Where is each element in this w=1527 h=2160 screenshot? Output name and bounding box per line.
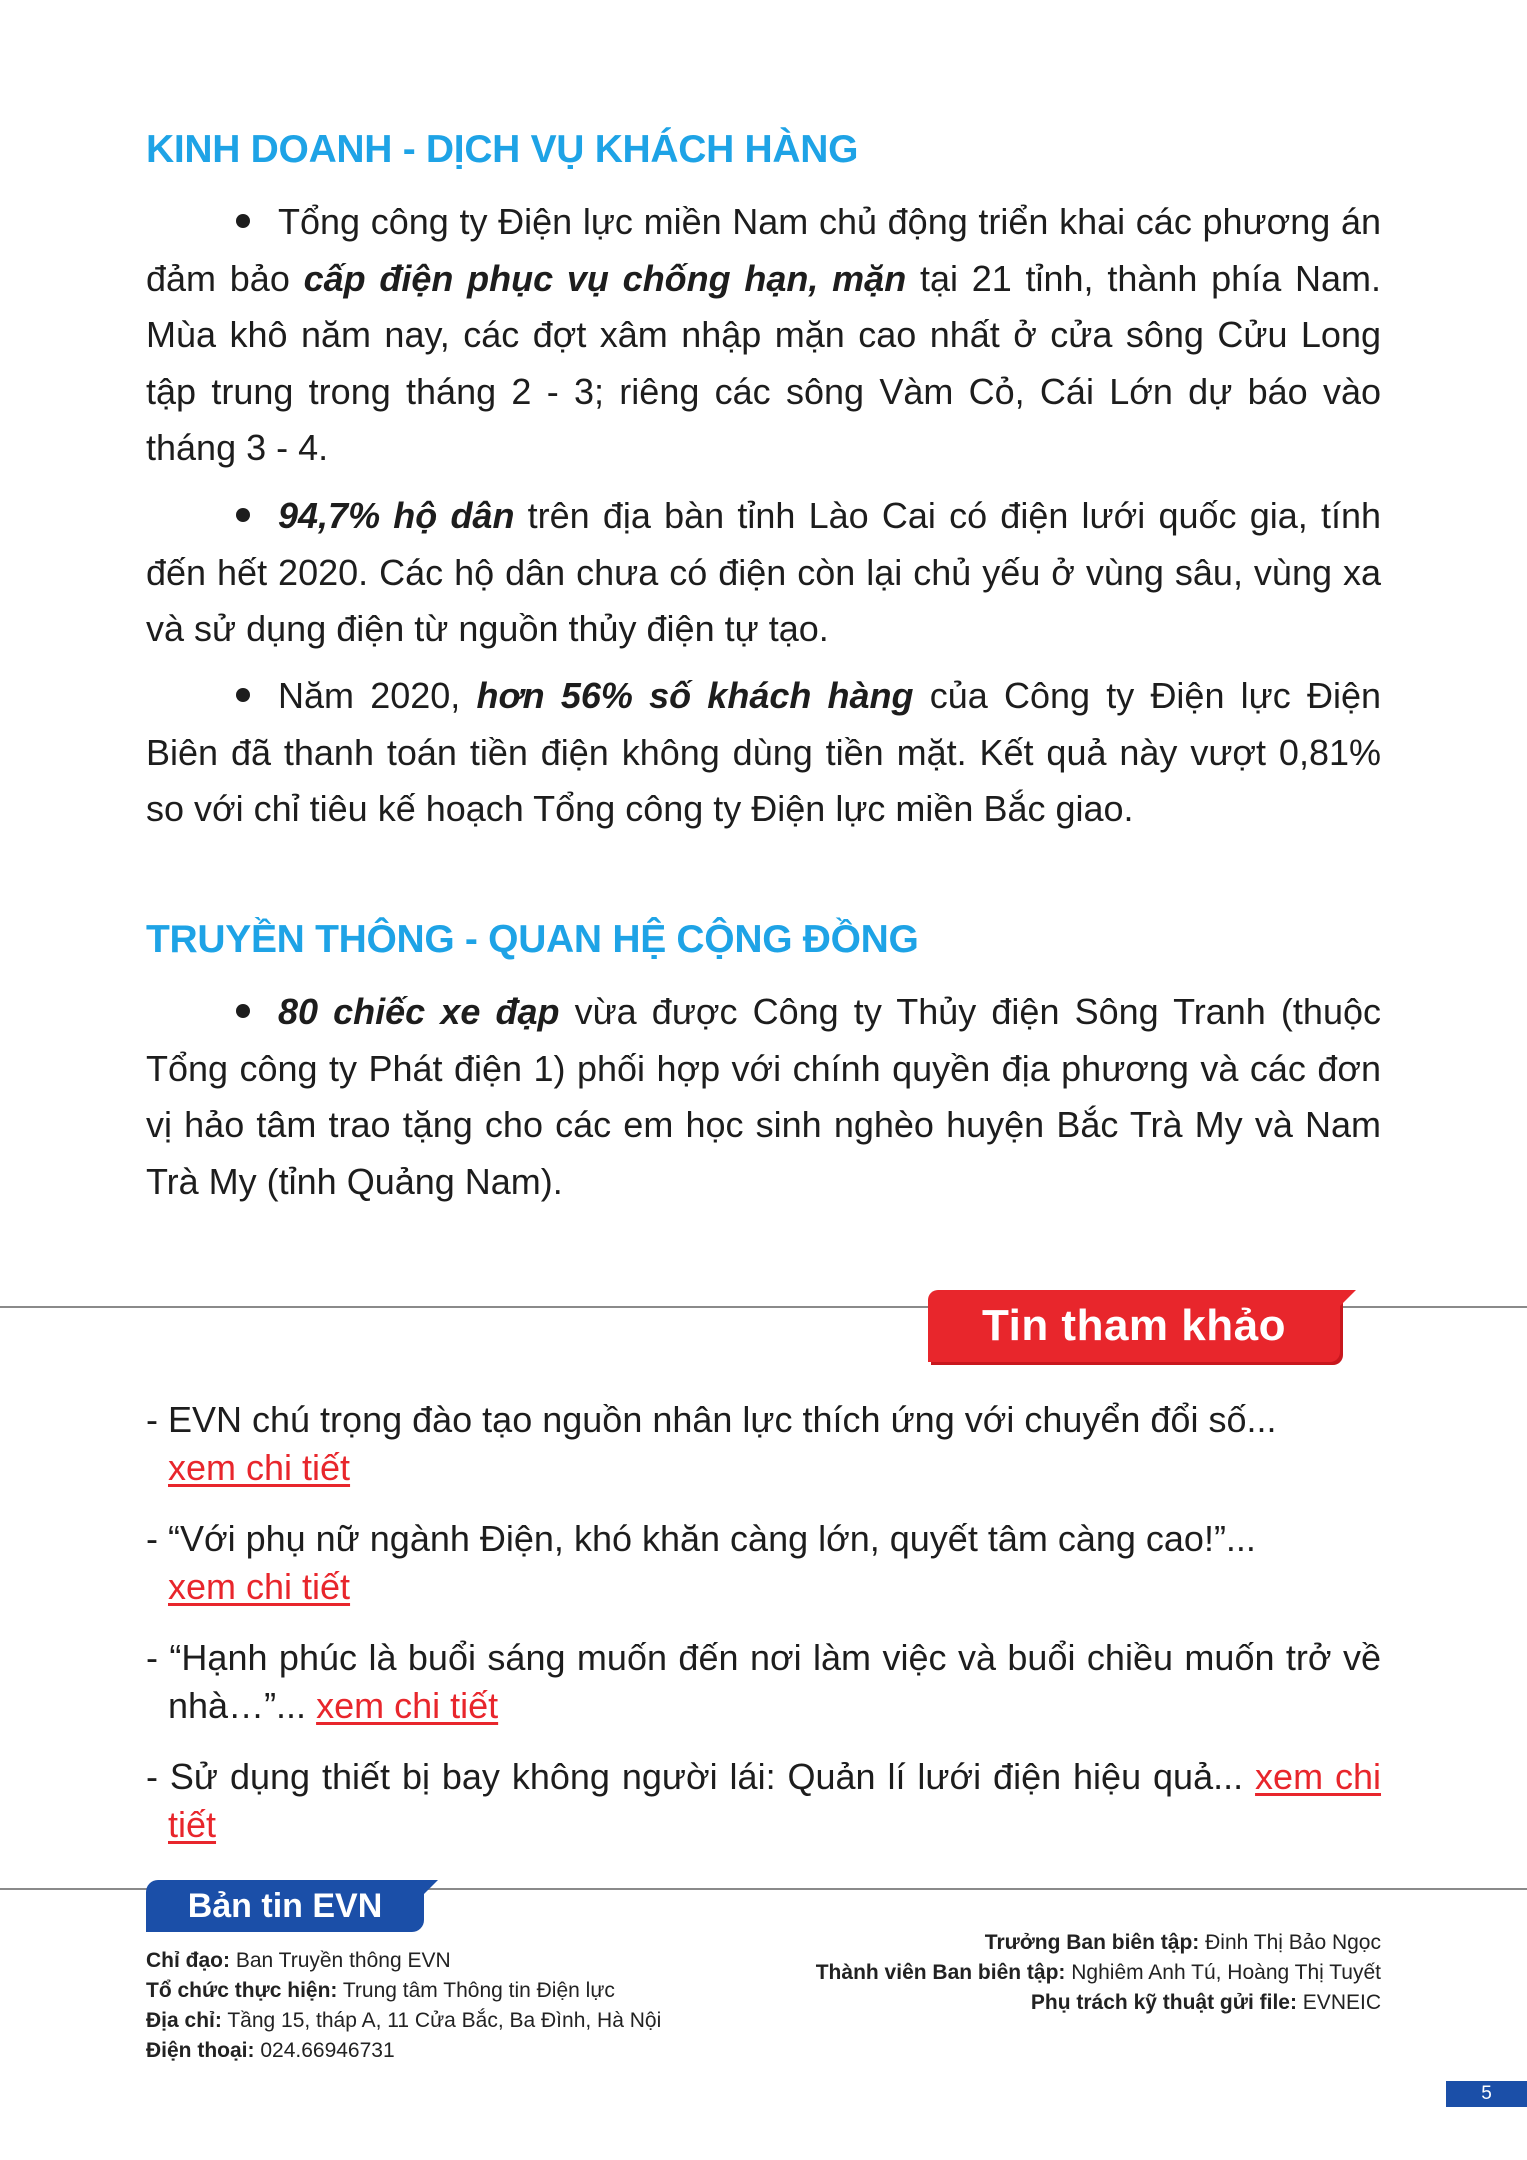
references-tab: [928, 1290, 1340, 1362]
credit-line: Điện thoại: 024.66946731: [146, 2039, 395, 2062]
references-label: Tin tham khảo: [982, 1301, 1286, 1350]
bullet-icon: [236, 214, 250, 228]
credit-line: Chỉ đạo: Ban Truyền thông EVN: [146, 1949, 451, 1972]
section-title-business: KINH DOANH - DỊCH VỤ KHÁCH HÀNG: [146, 128, 859, 171]
reference-item: - “Với phụ nữ ngành Điện, khó khăn càng lớn, quyết tâm càng cao!”... xem chi tiết: [146, 1518, 1256, 1607]
brand-tab: [146, 1880, 424, 1932]
brand-label: Bản tin EVN: [187, 1887, 383, 1925]
credits-right: [816, 1928, 1381, 2018]
credit-line: Địa chỉ: Tầng 15, tháp A, 11 Cửa Bắc, Ba Đình, Hà Nội: [146, 2009, 662, 2032]
reference-item: - EVN chú trọng đào tạo nguồn nhân lực thích ứng với chuyển đổi số... xem chi tiết: [146, 1399, 1277, 1488]
read-more-link[interactable]: xem chi tiết: [168, 1756, 1382, 1845]
read-more-link[interactable]: xem chi tiết: [316, 1685, 499, 1726]
credit-line: Tổ chức thực hiện: Trung tâm Thông tin Điện lực: [146, 1979, 615, 2002]
news-item: 94,7% hộ dân trên địa bàn tỉnh Lào Cai có điện lưới quốc gia, tính đến hết 2020. Các hộ dân chưa có điện còn lại chủ yếu ở vùng sâu, vùng xa và sử dụng điện từ nguồn thủy điện tự tạo.: [146, 495, 1381, 649]
reference-item: - “Hạnh phúc là buổi sáng muốn đến nơi làm việc và buổi chiều muốn trở về nhà…”... xem chi tiết: [146, 1637, 1381, 1726]
bullet-icon: [236, 688, 250, 702]
credit-line: Thành viên Ban biên tập: Nghiêm Anh Tú, Hoàng Thị Tuyết: [815, 1961, 1381, 1984]
credit-line: Trưởng Ban biên tập: Đinh Thị Bảo Ngọc: [984, 1931, 1381, 1954]
news-item: Tổng công ty Điện lực miền Nam chủ động triển khai các phương án đảm bảo cấp điện phục vụ chống hạn, mặn tại 21 tỉnh, thành phía Nam. Mùa khô năm nay, các đợt xâm nhập mặn cao nhất ở cửa sông Cửu Long tập trung trong tháng 2 - 3; riêng các sông Vàm Cỏ, Cái Lớn dự báo vào tháng 3 - 4.: [146, 201, 1381, 468]
bullet-icon: [236, 508, 250, 522]
page-number: 5: [1446, 2081, 1527, 2107]
read-more-link[interactable]: xem chi tiết: [168, 1447, 351, 1488]
bullet-icon: [236, 1004, 250, 1018]
news-item: 80 chiếc xe đạp vừa được Công ty Thủy điện Sông Tranh (thuộc Tổng công ty Phát điện 1) phối hợp với chính quyền địa phương và các đơn vị hảo tâm trao tặng cho các em học sinh nghèo huyện Bắc Trà My và Nam Trà My (tỉnh Quảng Nam).: [146, 991, 1381, 1202]
credit-line: Phụ trách kỹ thuật gửi file: EVNEIC: [1030, 1991, 1381, 2014]
credits-left: [146, 1946, 661, 2066]
reference-item: - Sử dụng thiết bị bay không người lái: Quản lí lưới điện hiệu quả... xem chi tiết: [146, 1756, 1382, 1845]
read-more-link[interactable]: xem chi tiết: [168, 1566, 351, 1607]
section-title-communication: TRUYỀN THÔNG - QUAN HỆ CỘNG ĐỒNG: [146, 918, 919, 961]
news-item: Năm 2020, hơn 56% số khách hàng của Công ty Điện lực Điện Biên đã thanh toán tiền điện không dùng tiền mặt. Kết quả này vượt 0,81% so với chỉ tiêu kế hoạch Tổng công ty Điện lực miền Bắc giao.: [146, 675, 1382, 829]
